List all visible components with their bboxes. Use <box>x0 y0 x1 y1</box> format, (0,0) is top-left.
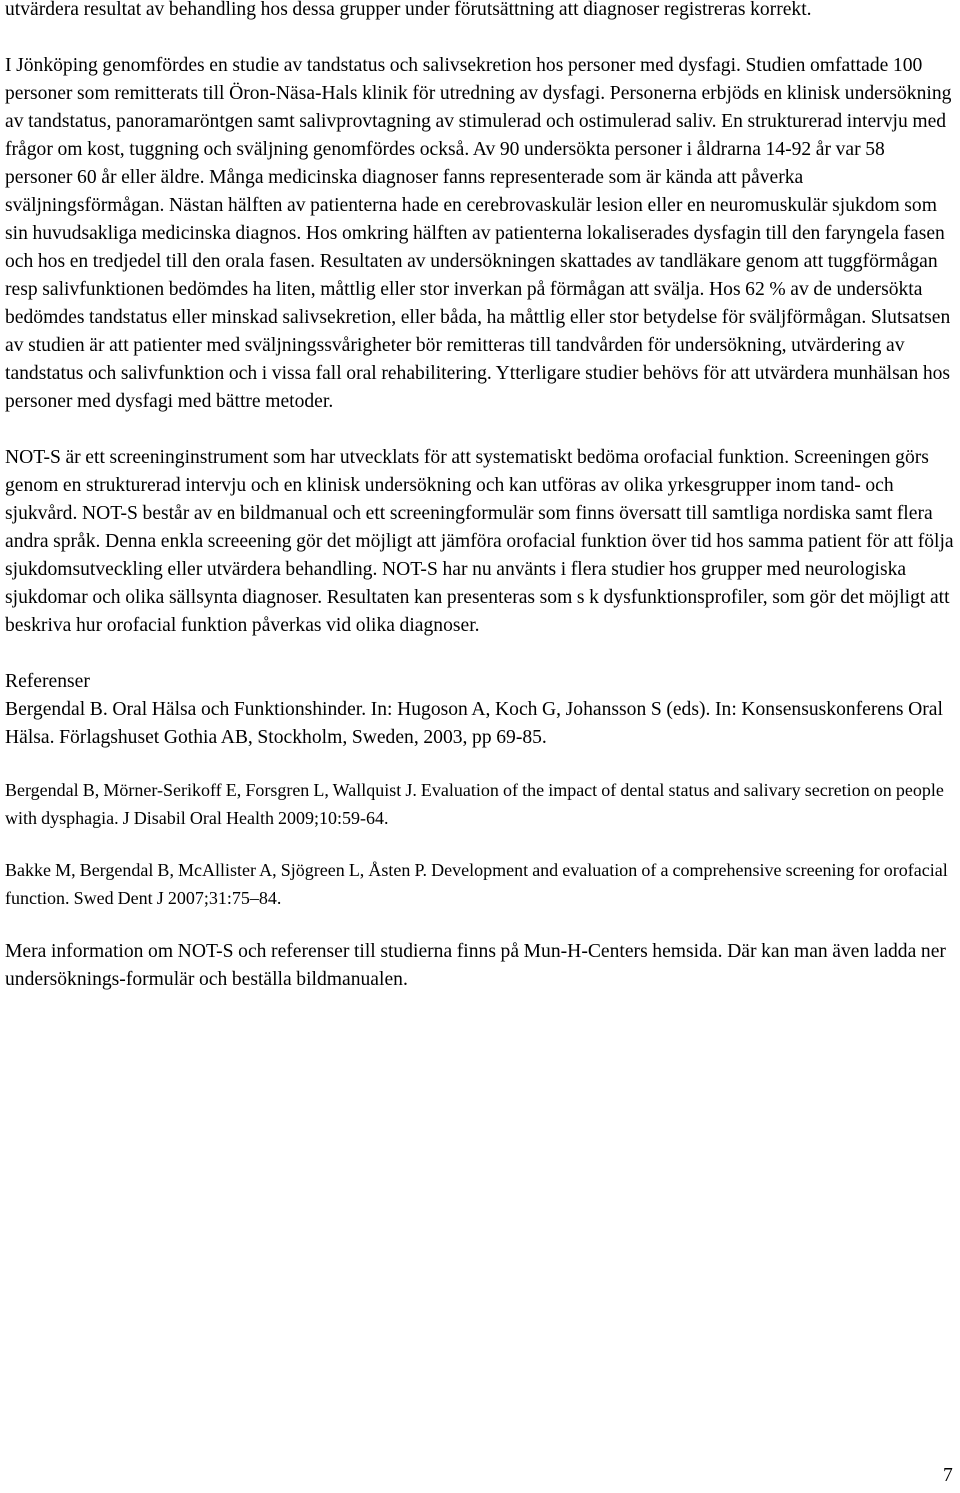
reference-item: Bergendal B, Mörner-Serikoff E, Forsgren L, Wallquist J. Evaluation of the impact of dental status and salivary secretion on people with dysphagia. J Disabil Oral Health 2009;10:59-64. <box>5 780 944 828</box>
reference-item: Bakke M, Bergendal B, McAllister A, Sjögreen L, Åsten P. Development and evaluation of a comprehensive screening for orofacial function. Swed Dent J 2007;31:75–84. <box>5 860 948 908</box>
study-paragraph: I Jönköping genomfördes en studie av tandstatus och salivsekretion hos personer med dysfagi. Studien omfattade 100 personer som remitterats till Öron-Näsa-Hals klinik för utredning av dysfagi. Personerna erbjöds en klinisk undersökning av tandstatus, panoramaröntgen samt salivprovtagning av stimulerad och ostimulerad saliv. En strukturerad intervju med frågor om kost, tuggning och sväljning genomfördes också. Av 90 undersökta personer i åldrarna 14-92 år var 58 personer 60 år eller äldre. Många medicinska diagnoser fanns representerade som är kända att påverka sväljningsförmågan. Nästan hälften av patienterna hade en cerebrovaskulär lesion eller en neuromuskulär sjukdom som sin huvudsakliga medicinska diagnos. Hos omkring hälften av patienterna lokaliserades dysfagin till den faryngela fasen och hos en tredjedel till den orala fasen. Resultaten av undersökningen skattades av tandläkare genom att tuggförmågan resp salivfunktionen bedömdes ha liten, måttlig eller stor inverkan på förmågan att svälja. Hos 62 % av de undersökta bedömdes tandstatus eller minskad salivsekretion, eller båda, ha måttlig eller stor betydelse för sväljförmågan. Slutsatsen av studien är att patienter med sväljningssvårigheter bör remitteras till tandvården för undersökning, utvärdering av tandstatus och salivfunktion och i vissa fall oral rehabilitering. Ytterligare studier behövs för att utvärdera munhälsan hos personer med dysfagi med bättre metoder. <box>5 55 952 412</box>
document-page <box>5 0 955 994</box>
nots-paragraph: NOT-S är ett screeninginstrument som har utvecklats för att systematiskt bedöma orofacial funktion. Screeningen görs genom en strukturerad intervju och en klinisk undersökning och kan utföras av olika yrkesgrupper inom tand- och sjukvård. NOT-S består av en bildmanual och ett screeningformulär som finns översatt till samtliga nordiska samt flera andra språk. Denna enkla screeening gör det möjligt att jämföra orofacial funktion över tid hos samma patient för att följa sjukdomsutveckling eller utvärdera behandling. NOT-S har nu använts i flera studier hos grupper med neurologiska sjukdomar och olika sällsynta diagnoser. Resultaten kan presenteras som s k dysfunktionsprofiler, som gör det möjligt att beskriva hur orofacial funktion påverkas vid olika diagnoser. <box>5 447 954 636</box>
intro-tail-paragraph: utvärdera resultat av behandling hos dessa grupper under förutsättning att diagnoser registreras korrekt. <box>5 0 812 20</box>
page-number: 7 <box>943 1465 953 1486</box>
more-info-paragraph: Mera information om NOT-S och referenser till studierna finns på Mun-H-Centers hemsida. Där kan man även ladda ner undersöknings-formulär och beställa bildmanualen. <box>5 941 946 990</box>
reference-item: Bergendal B. Oral Hälsa och Funktionshinder. In: Hugoson A, Koch G, Johansson S (eds). In: Konsensuskonferens Oral Hälsa. Förlagshuset Gothia AB, Stockholm, Sweden, 2003, pp 69-85. <box>5 699 943 748</box>
references-heading: Referenser <box>5 671 90 692</box>
